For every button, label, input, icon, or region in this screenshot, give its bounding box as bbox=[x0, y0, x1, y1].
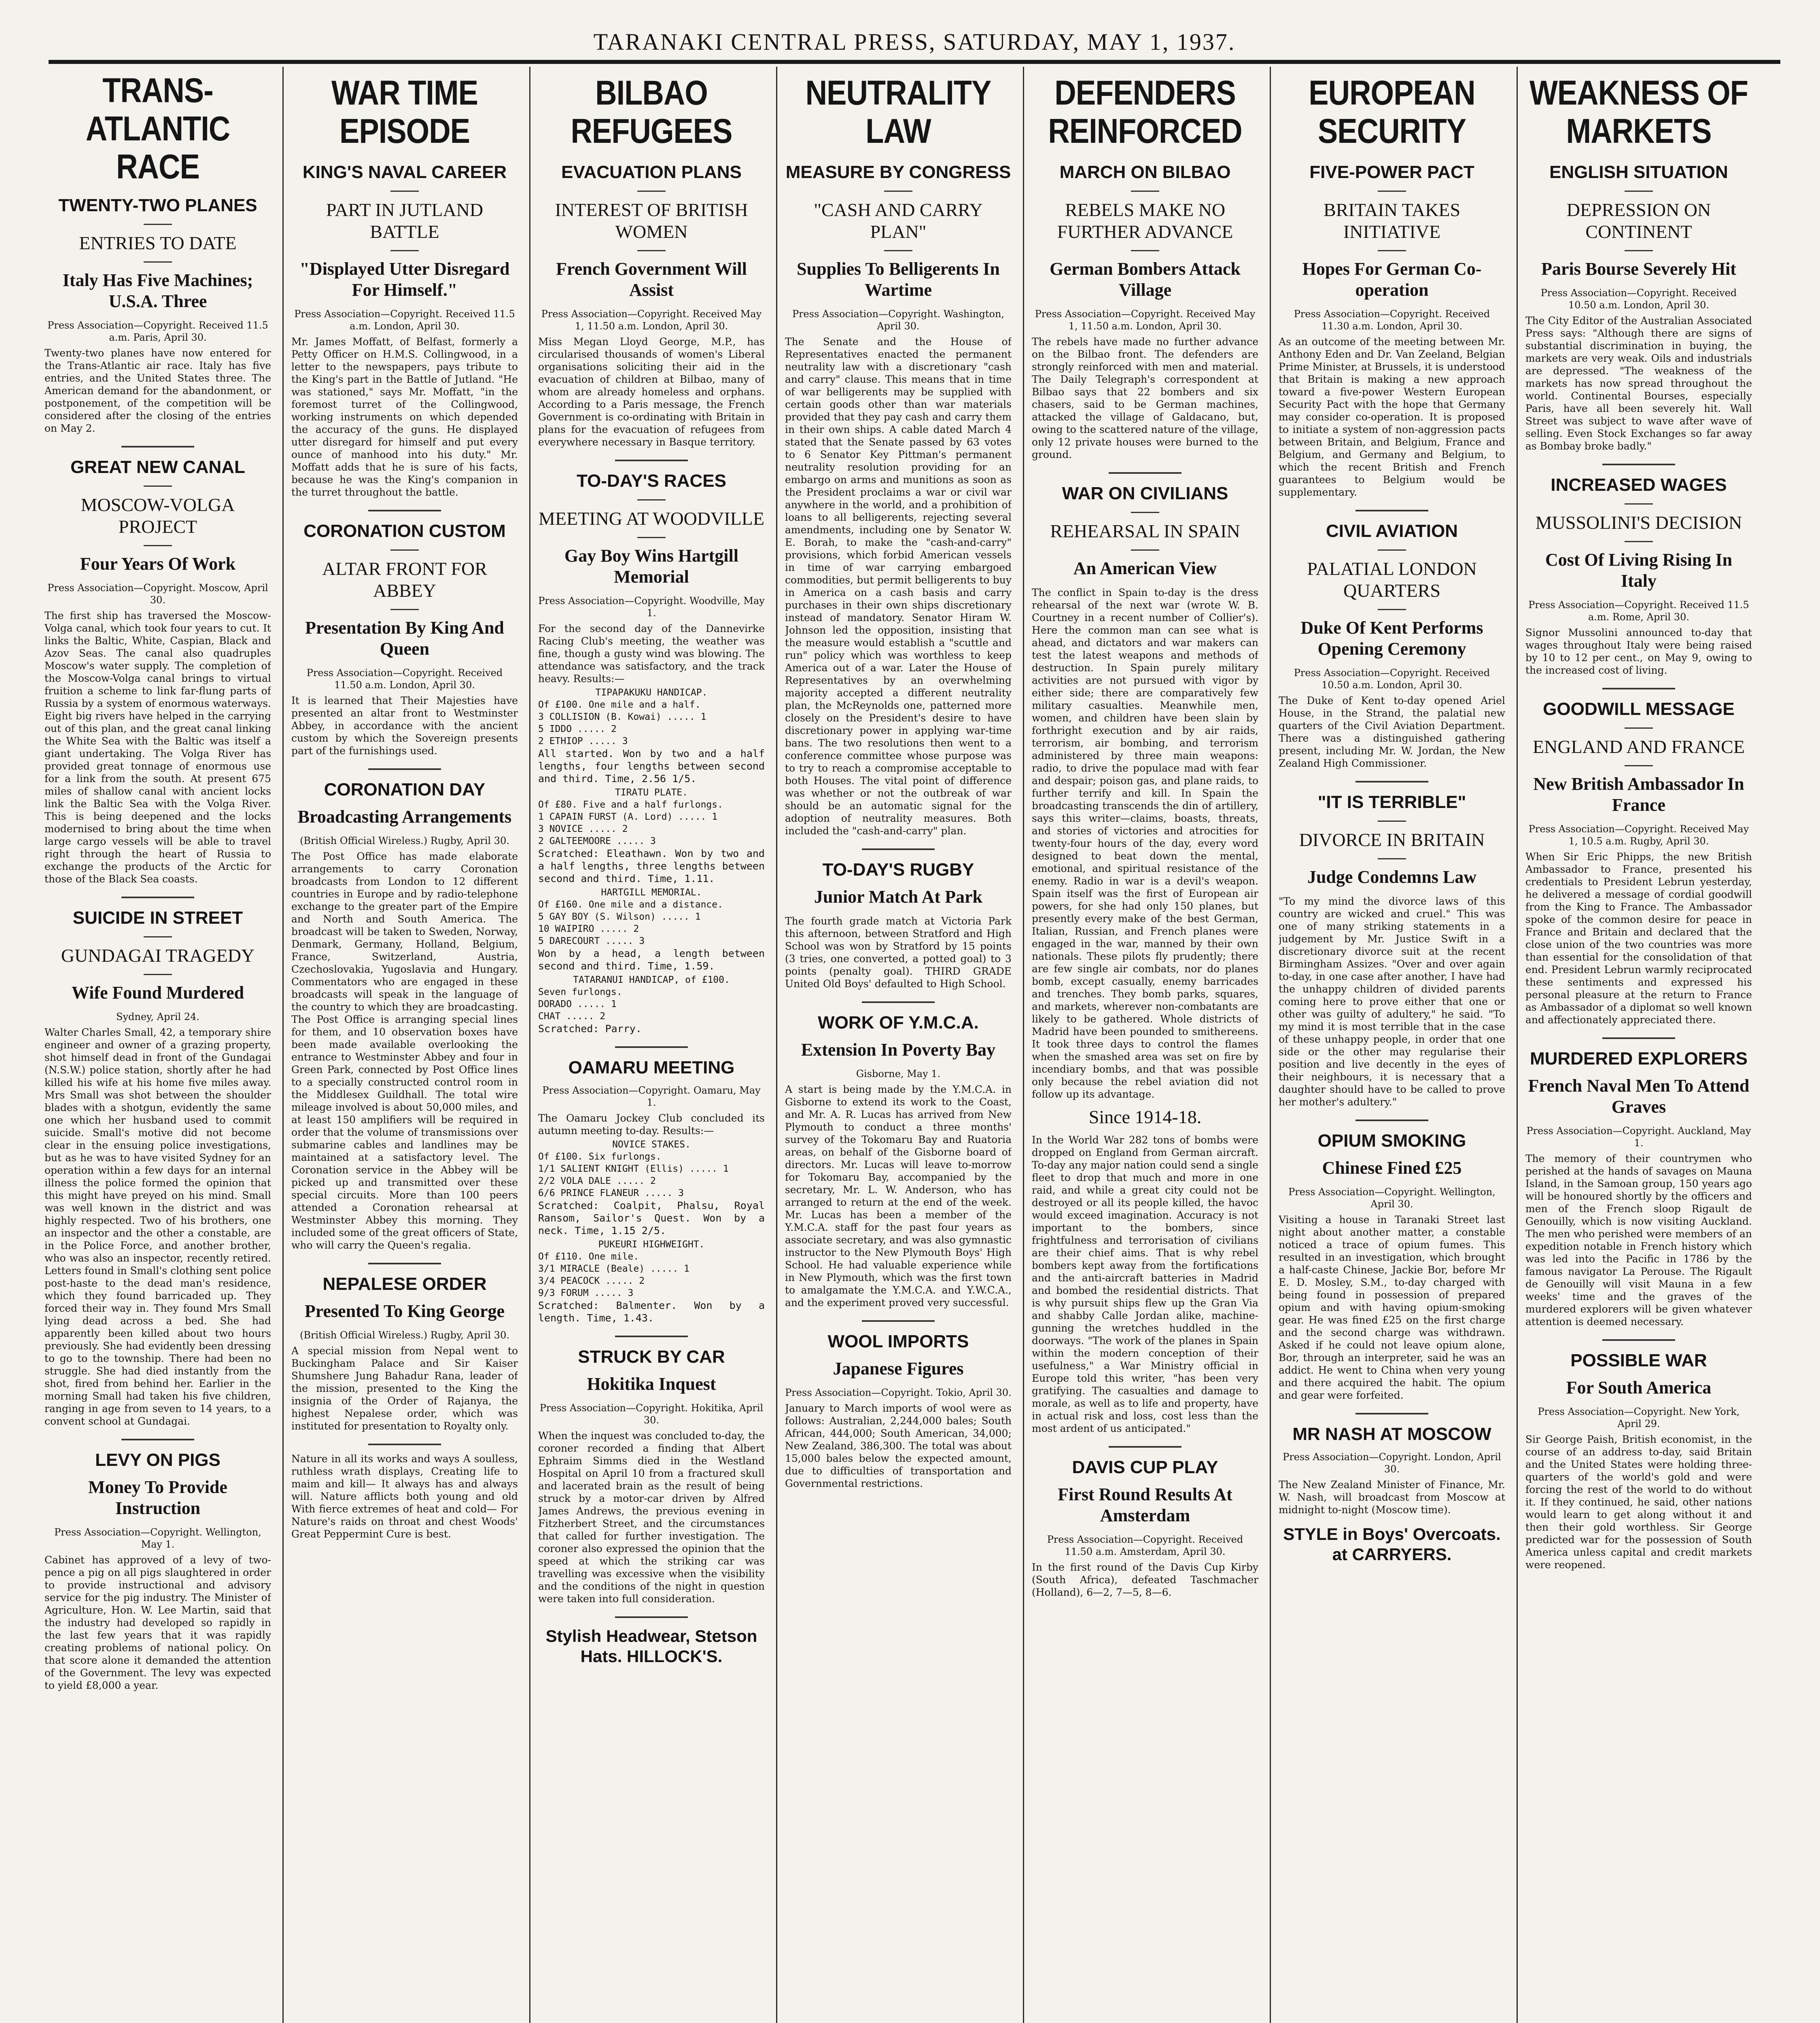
divider bbox=[144, 936, 172, 937]
story-body: Visiting a house in Taranaki Street last night about another matter, a constable noticed a trace of opium fumes. This resulted in an investigation, which brought a half-caste Chinese, Jackie Bor, before Mr E. D. Mosley, S.M., to-day charged with being found in possession of prepared opium and with having opium-smoking gear. He was fined £25 on the first charge and the second charge was withdrawn. Asked if he could not leave opium alone, Bor, through an interpreter, said he was an addict. He went to China when very young and there acquired the habit. The opium and gear were forfeited. bbox=[1279, 1214, 1505, 1401]
story-divider bbox=[1109, 472, 1182, 474]
dateline: Press Association—Copyright. Moscow, April 30. bbox=[47, 582, 268, 606]
divider bbox=[1625, 541, 1653, 542]
divider bbox=[884, 191, 912, 192]
story-body: January to March imports of wool were as follows: Australian, 2,244,000 bales; South African, 444,000; South American, 34,000; New Zealand, 386,300. The total was about 15,000 bales below the expected amount, due to difficulties of transportation and Governmental restrictions. bbox=[785, 1402, 1012, 1489]
divider bbox=[637, 499, 666, 500]
story-divider bbox=[1355, 510, 1428, 511]
column bbox=[1279, 71, 1505, 2023]
story-head: NEPALESE ORDER bbox=[322, 1274, 487, 1294]
story-head: FIVE-POWER PACT bbox=[1309, 162, 1474, 182]
divider bbox=[1625, 503, 1653, 505]
story-subhead: BRITAIN TAKES INITIATIVE bbox=[1323, 199, 1461, 242]
story-subhead: PALATIAL LONDON QUARTERS bbox=[1307, 558, 1477, 601]
column-rule bbox=[776, 67, 777, 2023]
story-body: "To my mind the divorce laws of this country are wicked and cruel." This was one of many striking statements in a judgement by Mr. Justice Swift in a discretionary divorce suit at the recent Birmingham Assizes. "Over and over again to-day, in one case after another, I have had the unhappy children of divided parents coming here to prove either that one or other was guilty of adultery," he said. "To my mind it is most terrible that in the case of these unhappy people, in order that one side or the other may regularise their position and live decently in the eyes of their neighbours, it is necessary that a daughter should have to be called to prove her mother's adultery." bbox=[1279, 895, 1505, 1108]
story-deck: First Round Results At Amsterdam bbox=[1058, 1484, 1232, 1525]
column-headline: TRANS-ATLANTIC RACE bbox=[85, 71, 230, 186]
column-headline: BILBAO REFUGEES bbox=[571, 73, 732, 151]
dateline: Press Association—Copyright. Received 10.50 a.m. London, April 30. bbox=[1294, 667, 1490, 691]
column bbox=[1032, 71, 1258, 2023]
story-body: When Sir Eric Phipps, the new British Ambassador to France, presented his credentials to President Lebrun yesterday, he delivered a message of cordial goodwill from the King to France. The Ambassador spoke of the common desire for peace in France and Britain and declared that the close union of the two countries was more than essential for the consolidation of that end. President Lebrun warmly reciprocated these sentiments and expressed his personal pleasure at the return to France as Ambassador of a diplomat so well known and affectionately appreciated there. bbox=[1525, 851, 1752, 1026]
story-body: In the World War 282 tons of bombs were dropped on England from German aircraft. To-day any major nation could send a single fleet to drop that much and more in one raid, and while a great city could not be destroyed or all its people killed, the havoc would exceed imagination. Accuracy is not important to the bombers, since frightfulness and terrorisation of civilians are their chief aims. That is why rebel bombers kept away from the fortifications and the anti-aircraft batteries in Madrid and bombed the residential districts. That is why pursuit ships flew up the Gran Via and shabby Calle Jordan alike, machine-gunning the wretches huddled in the doorways. "The work of the planes in Spain within the modern conception of their usefulness," a War Ministry official in Europe told this writer, "has been very gratifying. The casualties and damage to morale, as well as to life and property, have in actual risk and loss, cost less than the most ardent of us anticipated." bbox=[1032, 1134, 1258, 1434]
race-title: NOVICE STAKES. bbox=[612, 1139, 691, 1150]
race-title: PUKEURI HIGHWEIGHT. bbox=[598, 1239, 705, 1250]
story-body: A start is being made by the Y.M.C.A. in Gisborne to extend its work to the Coast, and Mr. A. R. Lucas has arrived from New Plymouth to conduct a three months' survey of the Tokomaru Bay and Ruatoria areas, on behalf of the Gisborne board of directors. Mr. Lucas will leave to-morrow for Tokomaru Bay, accompanied by the secretary, Mr. L. W. Anderson, who has arranged to return at the end of the week. Mr. Lucas has been a member of the Y.M.C.A. staff for the past four years as associate secretary, and was also gymnastic instructor to the New Plymouth Boys' High School. He had valuable experience while in New Plymouth, which was the first town to amalgamate the Y.M.C.A. and Y.W.C.A., and the experiment proved very successful. bbox=[785, 1084, 1012, 1308]
story-divider bbox=[1602, 1339, 1675, 1341]
story-body: The Oamaru Jockey Club concluded its autumn meeting to-day. Results:— bbox=[538, 1112, 765, 1137]
story-divider bbox=[615, 1616, 688, 1618]
story-head: WORK OF Y.M.C.A. bbox=[818, 1013, 979, 1033]
story bbox=[1279, 1423, 1505, 1565]
divider bbox=[1625, 765, 1653, 766]
dateline: Press Association—Copyright. Auckland, May 1. bbox=[1526, 1125, 1751, 1149]
story bbox=[1032, 161, 1258, 461]
story-body: The New Zealand Minister of Finance, Mr. W. Nash, will broadcast from Moscow at midnight to-night (Moscow time). bbox=[1279, 1479, 1505, 1516]
story bbox=[538, 1057, 765, 1324]
race-row: 10 WAIPIRO ..... 2 bbox=[538, 924, 639, 934]
story-deck: Cost Of Living Rising In Italy bbox=[1545, 550, 1733, 591]
race-row: 3 COLLISION (B. Kowai) ..... 1 bbox=[538, 712, 706, 722]
race-row: 3/1 MIRACLE (Beale) ..... 1 bbox=[538, 1264, 689, 1274]
story-deck: Money To Provide Instruction bbox=[88, 1477, 227, 1518]
story-head: TO-DAY'S RUGBY bbox=[822, 860, 974, 880]
race-result bbox=[538, 886, 765, 972]
story-body: The first ship has traversed the Moscow-Volga canal, which took four years to cut. It links the Baltic, White, Caspian, Black and Azov Seas. The canal also quadruples Moscow's water supply. The completion of the Moscow-Volga canal brings to virtual fruition a scheme to link far-flung parts of Russia by a system of enormous waterways. Eight big rivers have helped in the carrying out of this plan, and the great canal linking the White Sea with the Baltic was itself a giant undertaking. The Volga River has provided great tonnage of enormous use for a link from the south. At present 675 miles of shallow canal with ancient locks link the Baltic Sea with the Volga River. This is being deepened and the locks modernised to bring about the time when large cargo vessels will be able to travel right through the heart of Russia to exchange the products of the Arctic for those of the Black Sea coasts. bbox=[45, 610, 271, 885]
story bbox=[45, 907, 271, 1427]
story-deck: Presented To King George bbox=[304, 1301, 505, 1321]
divider bbox=[1131, 191, 1159, 192]
race-title: TIRATU PLATE. bbox=[615, 787, 688, 798]
story-subhead: MOSCOW-VOLGA PROJECT bbox=[81, 494, 235, 537]
race-result bbox=[538, 687, 765, 785]
story-body: Cabinet has approved of a levy of two-pence a pig on all pigs slaughtered in order to provide instructional and advisory service for the pig industry. The Minister of Agriculture, Hon. W. Lee Martin, said that the industry had developed so rapidly in the last few years that it was rapidly creating problems of national policy. On that score alone it demanded the attention of the Government. The levy was expected to yield £8,000 a year. bbox=[45, 1554, 271, 1691]
story-deck: French Naval Men To Attend Graves bbox=[1528, 1076, 1750, 1117]
story bbox=[538, 1346, 765, 1605]
story-body: The memory of their countrymen who perished at the hands of savages on Mauna Island, in the Samoan group, 150 years ago will be honoured shortly by the officers and men of the French sloop Rigault de Genouilly, which is now visiting Auckland. The men who perished were members of an expedition notable in French history which was led into the Pacific in 1786 by the famous navigator La Perouse. The Rigault de Genouilly will visit Mauna in a few weeks' time and the graves of the murdered explorers will be given whatever attention is deemed necessary. bbox=[1525, 1153, 1752, 1327]
column-headline: DEFENDERS REINFORCED bbox=[1048, 73, 1242, 151]
dateline: Press Association—Copyright. Wellington, April 30. bbox=[1288, 1186, 1495, 1210]
section-subhead: Since 1914-18. bbox=[1088, 1107, 1202, 1127]
race-row: 1/1 SALIENT KNIGHT (Ellis) ..... 1 bbox=[538, 1164, 729, 1174]
story bbox=[1279, 1130, 1505, 1402]
story-divider bbox=[1109, 1446, 1182, 1448]
dateline: Press Association—Copyright. Received May 1, 11.50 a.m. London, April 30. bbox=[1035, 308, 1256, 332]
race-detail: Seven furlongs. bbox=[538, 987, 622, 997]
story-deck: Italy Has Five Machines; U.S.A. Three bbox=[62, 270, 253, 311]
story-divider bbox=[862, 1320, 935, 1322]
race-note: Scratched: Parry. bbox=[538, 1023, 642, 1035]
dateline: Press Association—Copyright. Woodville, May 1. bbox=[538, 595, 765, 619]
story-deck: Junior Match At Park bbox=[814, 887, 982, 907]
story-body: The Post Office has made elaborate arrangements to carry Coronation broadcasts from London to 12 different countries in Europe and by radio-telephone exchange to the greater part of the Empire and North and South America. The broadcast will be taken to Sweden, Norway, Denmark, Germany, Holland, Belgium, France, Switzerland, Austria, Czechoslovakia, Yugoslavia and Hungary. Commentators who are engaged in these broadcasts will speak in the language of the country to which they are broadcasting. The Post Office is arranging special lines for them, and 10 observation boxes have been made available overlooking the entrance to Westminster Abbey and four in Green Park, connected by Post Office lines to a specially constructed control room in the Middlesex Guildhall. The total wire mileage involved is about 50,000 miles, and at least 150 amplifiers will be required in order that the volume of transmissions over submarine cables and landlines may be maintained at a satisfactory level. The Coronation service in the Abbey will be picked up and transmitted over these special circuits. More than 100 peers attended a Coronation rehearsal at Westminster Abbey this morning. They included some of the great officers of State, who will carry the Queen's regalia. bbox=[291, 850, 518, 1251]
story-head: STRUCK BY CAR bbox=[578, 1347, 725, 1367]
dateline: Press Association—Copyright. London, April 30. bbox=[1283, 1451, 1501, 1475]
masthead: TARANAKI CENTRAL PRESS, SATURDAY, MAY 1, 1937. bbox=[593, 29, 1236, 55]
story-divider bbox=[862, 848, 935, 850]
story-head: KING'S NAVAL CAREER bbox=[302, 162, 507, 182]
race-row: 1 CAPAIN FURST (A. Lord) ..... 1 bbox=[538, 812, 718, 822]
dateline: Gisborne, May 1. bbox=[856, 1068, 941, 1079]
story-head: GREAT NEW CANAL bbox=[70, 457, 245, 477]
story-body: Walter Charles Small, 42, a temporary shire engineer and owner of a grazing property, shot himself dead in front of the Gundagai (N.S.W.) police station, shortly after he had killed his wife at his home five miles away. Mrs Small was shot between the shoulder blades with a shotgun, evidently the same one which her husband used to commit suicide. Small's motive did not become clear in the ensuing police investigations, but as he was to have visited Sydney for an operation within a few days for an internal illness the police formed the opinion that this might have preyed on his mind. Small was well known in the district and was highly respected. Two of his brothers, one an inspector and the other a constable, are in the Police Force, and another brother, who was also an inspector, recently retired. Letters found in Small's clothing sent police post-haste to the dead man's residence, which they found barricaded up. They forced their way in. They found Mrs Small lying dead across a bed. She had apparently been killed about two hours previously. She had evidently been dressing to go to the township. There had been no struggle. She had died instantly from the shot, fired from behind her. Earlier in the morning Small had taken his five children, ranging in age from seven to 14 years, to a convent school at Gundagai. bbox=[45, 1026, 271, 1427]
divider bbox=[1378, 609, 1406, 610]
divider bbox=[144, 486, 172, 487]
story-divider bbox=[1602, 1037, 1675, 1039]
column-headline: NEUTRALITY LAW bbox=[805, 73, 991, 151]
divider bbox=[1131, 512, 1159, 513]
dateline: Press Association—Copyright. Received May 1, 10.5 a.m. Rugby, April 30. bbox=[1528, 823, 1749, 847]
dateline: Press Association—Copyright. Received 11.50 a.m. London, April 30. bbox=[306, 667, 503, 691]
column-rule bbox=[282, 67, 284, 2023]
story-head: OAMARU MEETING bbox=[568, 1058, 735, 1077]
race-detail: Of £100. One mile and a half. bbox=[538, 700, 701, 710]
story-divider bbox=[615, 1336, 688, 1337]
divider bbox=[1131, 549, 1159, 551]
story bbox=[45, 1449, 271, 1692]
story bbox=[291, 1453, 518, 1540]
race-detail: Of £110. One mile. bbox=[538, 1251, 639, 1262]
race-row: DORADO ..... 1 bbox=[538, 999, 617, 1009]
story-divider bbox=[1355, 1120, 1428, 1121]
story bbox=[785, 859, 1012, 990]
dateline: Press Association—Copyright. New York, April 29. bbox=[1538, 1406, 1740, 1429]
race-note: Scratched: Balmenter. Won by a length. Time, 1.43. bbox=[538, 1300, 765, 1324]
divider bbox=[144, 261, 172, 263]
dateline: Sydney, April 24. bbox=[116, 1011, 199, 1022]
divider bbox=[144, 545, 172, 546]
divider bbox=[1378, 250, 1406, 251]
story-head: TO-DAY'S RACES bbox=[577, 471, 726, 491]
divider bbox=[884, 250, 912, 251]
divider bbox=[144, 224, 172, 225]
story-head: MR NASH AT MOSCOW bbox=[1292, 1424, 1491, 1444]
story-deck: An American View bbox=[1073, 558, 1217, 578]
advertisement: Stylish Headwear, Stetson Hats. HILLOCK'S. bbox=[545, 1626, 757, 1666]
dateline: Press Association—Copyright. Received 10.50 a.m. London, April 30. bbox=[1540, 287, 1737, 311]
story-head: ENGLISH SITUATION bbox=[1549, 162, 1728, 182]
divider bbox=[390, 191, 419, 192]
race-detail: Of £100. Six furlongs. bbox=[538, 1151, 662, 1162]
story-subhead: INTEREST OF BRITISH WOMEN bbox=[555, 199, 748, 242]
race-result bbox=[538, 974, 765, 1035]
story-subhead: REHEARSAL IN SPAIN bbox=[1050, 521, 1240, 541]
story-body: When the inquest was concluded to-day, the coroner recorded a finding that Albert Ephraim Simms died in the Westland Hospital on April 10 from a fractured skull and lacerated brain as the result of being struck by a motor-car driven by Alfred James Andrews, the previous evening in Fitzherbert Street, and the circumstances that called for further investigation. The coroner also expressed the opinion that the speed at which the striking car was travelling was excessive when the visibility and the conditions of the night in question were taken into full consideration. bbox=[538, 1430, 765, 1605]
story-head: SUICIDE IN STREET bbox=[72, 908, 243, 928]
story-divider bbox=[368, 1444, 441, 1445]
story-body: Twenty-two planes have now entered for the Trans-Atlantic air race. Italy has five entries, and the United States three. The American demand for the abandonment, or postponement, of the competition will be considered after the closing of the entries on May 2. bbox=[45, 347, 271, 434]
race-row: 5 GAY BOY (S. Wilson) ..... 1 bbox=[538, 912, 701, 922]
story-head: OPIUM SMOKING bbox=[1317, 1131, 1466, 1151]
divider bbox=[637, 537, 666, 538]
story-head: WAR ON CIVILIANS bbox=[1062, 483, 1228, 503]
divider bbox=[1378, 549, 1406, 551]
story-body: Miss Megan Lloyd George, M.P., has circularised thousands of women's Liberal organisations soliciting their aid in the evacuation of children at Bilbao, many of whom are already homeless and orphans. According to a Paris message, the French Government is co-ordinating with Britain in plans for the evacuation of refugees from everywhere necessary in Basque territory. bbox=[538, 336, 765, 448]
race-row: 9/3 FORUM ..... 3 bbox=[538, 1288, 634, 1298]
story-subhead: ENTRIES TO DATE bbox=[79, 233, 237, 253]
column bbox=[538, 71, 765, 2023]
story-head: CIVIL AVIATION bbox=[1326, 521, 1458, 541]
column bbox=[1525, 71, 1752, 2023]
column-rule bbox=[1270, 67, 1271, 2023]
story-divider bbox=[121, 1439, 194, 1440]
divider bbox=[1378, 191, 1406, 192]
column-headline: EUROPEAN SECURITY bbox=[1309, 73, 1475, 151]
story-head: CORONATION CUSTOM bbox=[303, 521, 506, 541]
dateline: Press Association—Copyright. Wellington, May 1. bbox=[54, 1527, 261, 1550]
story-body: The fourth grade match at Victoria Park this afternoon, between Stratford and High School was won by Stratford by 15 points (3 tries, one converted, a potted goal) to 3 points (penalty goal). THIRD GRADE United Old Boys' defaulted to High School. bbox=[785, 915, 1012, 990]
story-divider bbox=[368, 1263, 441, 1264]
story-deck: Wife Found Murdered bbox=[71, 983, 244, 1003]
story-subhead: DIVORCE IN BRITAIN bbox=[1299, 829, 1485, 850]
race-row: 3 NOVICE ..... 2 bbox=[538, 824, 628, 834]
dateline: Press Association—Copyright. Received 11.5 a.m. Paris, April 30. bbox=[47, 320, 268, 343]
story-body: For the second day of the Dannevirke Racing Club's meeting, the weather was fine, though a gusty wind was blowing. The attendance was satisfactory, and the track heavy. Results:— bbox=[538, 623, 765, 685]
story-deck: Duke Of Kent Performs Opening Ceremony bbox=[1300, 618, 1483, 659]
story bbox=[1525, 698, 1752, 1026]
race-detail: Of £160. One mile and a distance. bbox=[538, 899, 723, 910]
divider bbox=[1625, 727, 1653, 729]
story-divider bbox=[121, 446, 194, 447]
story-subhead: DEPRESSION ON CONTINENT bbox=[1566, 199, 1711, 242]
story bbox=[1279, 161, 1505, 498]
story-deck: German Bombers Attack Village bbox=[1050, 259, 1241, 300]
story-body: Nature in all its works and ways A soulless, ruthless wrath displays, Creating life to maim and kill— It always has and always will. Nature afflicts both young and old With fierce extremes of heat and cold— For Nature's raids on throat and chest Woods' Great Peppermint Cure is best. bbox=[291, 1453, 518, 1540]
story bbox=[1525, 1048, 1752, 1328]
story-divider bbox=[1355, 781, 1428, 782]
race-result bbox=[538, 1139, 765, 1237]
story-head: EVACUATION PLANS bbox=[561, 162, 742, 182]
divider bbox=[144, 974, 172, 975]
story-head: DAVIS CUP PLAY bbox=[1072, 1457, 1218, 1477]
story-deck: New British Ambassador In France bbox=[1533, 774, 1744, 815]
dateline: (British Official Wireless.) Rugby, April 30. bbox=[300, 1330, 509, 1341]
story-body: The rebels have made no further advance on the Bilbao front. The defenders are strongly reinforced with men and material. The Daily Telegraph's correspondent at Bilbao says that 22 bombers and six chasers, said to be German machines, attacked the village of Galdacano, but, owing to the scattered nature of the village, only 12 private houses were burned to the ground. bbox=[1032, 336, 1258, 460]
masthead-rule bbox=[49, 60, 1780, 64]
story bbox=[291, 161, 518, 498]
story-body: The Duke of Kent to-day opened Ariel House, in the Strand, the palatial new quarters of the Civil Aviation Department. There was a distinguished gathering present, including Mr. W. Jordan, the New Zealand High Commissioner. bbox=[1279, 695, 1505, 769]
column-rule bbox=[1517, 67, 1518, 2023]
story-deck: Presentation By King And Queen bbox=[305, 618, 504, 659]
story bbox=[785, 161, 1012, 837]
story-body: A special mission from Nepal went to Buckingham Palace and Sir Kaiser Shumshere Jung Bahadur Rana, leader of the mission, presented to the King the insignia of the Order of Rajanya, the highest Nepalese order, which was instituted for presentation to Royalty only. bbox=[291, 1345, 518, 1432]
dateline: Press Association—Copyright. Received 11.5 a.m. Rome, April 30. bbox=[1528, 599, 1749, 623]
story-divider bbox=[1602, 688, 1675, 689]
dateline: Press Association—Copyright. Received 11.5 a.m. London, April 30. bbox=[294, 308, 515, 332]
dateline: Press Association—Copyright. Received May 1, 11.50 a.m. London, April 30. bbox=[541, 308, 762, 332]
story-subhead: MEETING AT WOODVILLE bbox=[539, 508, 764, 529]
race-row: 3/4 PEACOCK ..... 2 bbox=[538, 1276, 645, 1286]
race-row: 2 ETHIOP ..... 3 bbox=[538, 736, 628, 746]
story-body: Sir George Paish, British economist, in the course of an address to-day, said Britain and the United States were holding three-quarters of the world's gold and were forcing the rest of the world to do without it. If they continued, he said, other nations would learn to get along without it and then their gold worthless. Sir George predicted war for the possession of South America unless capital and credit markets were reopened. bbox=[1525, 1433, 1752, 1571]
story-deck: Hokitika Inquest bbox=[587, 1374, 716, 1394]
column-rule bbox=[529, 67, 530, 2023]
story-head: INCREASED WAGES bbox=[1551, 475, 1727, 495]
dateline: Press Association—Copyright. Hokitika, April 30. bbox=[539, 1402, 764, 1426]
story-deck: Judge Condemns Law bbox=[1307, 867, 1477, 887]
story-body: The Senate and the House of Representatives enacted the permanent neutrality law with a discretionary "cash and carry" clause. This means that in time of war belligerents may be supplied with certain goods other than war materials provided that they pay cash and carry them in their own ships. A cable dated March 4 stated that the Senate passed by 63 votes to 6 Senator Key Pittman's permanent neutrality resolution providing for an embargo on arms and munitions as soon as the President proclaims a war or civil war anywhere in the world, and a prohibition of loans to all belligerents, rejecting several amendments, including one by Senator W. E. Borah, to make the "cash-and-carry" provisions, which forbid American vessels in time of war carrying embargoed commodities, but permit belligerents to buy in America on a cash basis and carry purchases in their own ships discretionary instead of mandatory. Senator Hiram W. Johnson led the opposition, insisting that the measure would establish a "scuttle and run" policy which was worthless to keep America out of a war. Later the House of Representatives by an overwhelming majority accepted a different neutrality plan, the McReynolds one, patterned more closely on the President's desire to have discretionary power in applying war-time bans. The two resolutions then went to a conference committee whose purpose was to try to reach a compromise acceptable to both Houses. The vital point of difference was whether or not the outbreak of war should be an automatic signal for the adoption of neutrality measures. Both included the "cash-and-carry" plan. bbox=[785, 336, 1012, 837]
story bbox=[1525, 1350, 1752, 1571]
story bbox=[1032, 1457, 1258, 1599]
story-deck: Broadcasting Arrangements bbox=[297, 807, 512, 827]
story-head: GOODWILL MESSAGE bbox=[1543, 699, 1735, 719]
story-divider bbox=[1355, 1413, 1428, 1414]
story-body: It is learned that Their Majesties have presented an altar front to Westminster Abbey, in accordance with the ancient custom by which the Sovereign presents part of the furnishings used. bbox=[291, 695, 518, 757]
story-deck: Paris Bourse Severely Hit bbox=[1541, 259, 1736, 279]
story-head: MARCH ON BILBAO bbox=[1059, 162, 1231, 182]
dateline: Press Association—Copyright. Received 11.50 a.m. Amsterdam, April 30. bbox=[1047, 1534, 1243, 1557]
divider bbox=[390, 609, 419, 610]
story-subhead: MUSSOLINI'S DECISION bbox=[1535, 512, 1742, 533]
race-title: TIPAPAKUKU HANDICAP. bbox=[595, 687, 708, 698]
dateline: Press Association—Copyright. Tokio, April 30. bbox=[785, 1387, 1012, 1398]
story-body: As an outcome of the meeting between Mr. Anthony Eden and Dr. Van Zeeland, Belgian Prime Minister, at Brussels, it is understood that Britain is making a new approach toward a five-power Western European Security Pact with the hope that Germany may consider co-operation. It is proposed to initiate a system of non-aggression pacts between Britain, and Belgium, France and Belgium, and Germany and Belgium, to which the recent British and French guarantees to Belgium would be supplementary. bbox=[1279, 336, 1505, 498]
divider bbox=[390, 250, 419, 251]
story-divider bbox=[1602, 464, 1675, 465]
column bbox=[45, 71, 271, 2023]
column bbox=[291, 71, 518, 2023]
story bbox=[785, 1331, 1012, 1490]
story bbox=[291, 520, 518, 757]
story-deck: "Displayed Utter Disregard For Himself." bbox=[299, 259, 510, 300]
story-head: MURDERED EXPLORERS bbox=[1530, 1049, 1748, 1069]
story-deck: Gay Boy Wins Hartgill Memorial bbox=[564, 546, 738, 587]
dateline: Press Association—Copyright. Washington, April 30. bbox=[792, 308, 1005, 332]
story-deck: Four Years Of Work bbox=[80, 554, 236, 574]
race-row: 5 IDDO ..... 2 bbox=[538, 724, 617, 734]
story-deck: Japanese Figures bbox=[833, 1359, 964, 1378]
story bbox=[538, 470, 765, 1035]
column bbox=[785, 71, 1012, 2023]
race-result bbox=[538, 787, 765, 885]
race-title: HARTGILL MEMORIAL. bbox=[601, 887, 702, 898]
story-head: MEASURE BY CONGRESS bbox=[785, 162, 1011, 182]
divider bbox=[1625, 250, 1653, 251]
story-head: LEVY ON PIGS bbox=[95, 1450, 221, 1470]
story-deck: Extension In Poverty Bay bbox=[801, 1040, 996, 1060]
story-deck: Hopes For German Co-operation bbox=[1302, 259, 1482, 300]
race-note: All started. Won by two and a half lengths, four lengths between second and third. Time, 2.56 1/5. bbox=[538, 748, 765, 785]
story-body: The conflict in Spain to-day is the dress rehearsal of the next war (wrote W. B. Courtney in a recent number of Collier's). Here the common man can see what is ahead, and dictators and war makers can test the latest weapons and methods of destruction. In Spain purely military activities are not pursued with vigor by either side; there are comparatively few military casualties. Meanwhile men, women, and children have been slain by forthright execution and by air raids, terrorism, air bombing, and terrorism administered by three main weapons: radio, to drive the populace mad with fear and despair; poison gas, and plane raids, to further terrify and kill. In Spain the broadcasting transcends the din of artillery, says this writer—claims, boasts, threats, and stories of victories and atrocities for twenty-four hours of the day, every word designed to beat down the mental, emotional, and spiritual resistance of the enemy. Radio in war is a devil's weapon. Spain itself was the first of European air powers, for she had only 150 planes, but presently every make of the best German, Italian, Russian, and French planes were engaged in the war, manned by their own nationals. These pilots fly prudently; there are few single air combats, nor do planes bomb, except casually, enemy barricades and trenches. They bomb parks, squares, and markets, wherever non-combatants are likely to be gathered. Whole districts of Madrid have been pounded to smithereens. It took three days to control the flames when the smashed area was set on fire by incendiary bombs, and that was possible only because the rebel aviation did not follow up its advantage. bbox=[1032, 587, 1258, 1100]
story-head: TWENTY-TWO PLANES bbox=[58, 195, 257, 215]
story-subhead: ALTAR FRONT FOR ABBEY bbox=[322, 558, 487, 601]
story-head: "IT IS TERRIBLE" bbox=[1317, 792, 1466, 812]
story-head: WOOL IMPORTS bbox=[827, 1332, 969, 1351]
dateline: Press Association—Copyright. Received 11.30 a.m. London, April 30. bbox=[1294, 308, 1490, 332]
story-body: In the first round of the Davis Cup Kirby (South Africa), defeated Taschmacher (Holland), 6—2, 7—5, 8—6. bbox=[1032, 1561, 1258, 1598]
story-head: POSSIBLE WAR bbox=[1570, 1351, 1707, 1370]
story-deck: Chinese Fined £25 bbox=[1322, 1158, 1462, 1178]
advertisement: STYLE in Boys' Overcoats. at CARRYERS. bbox=[1283, 1525, 1501, 1564]
story-body: The City Editor of the Australian Associated Press says: "Although there are signs of substantial discrimination in buying, the markets are very weak. Oils and industrials are depressed. "The weakness of the markets has now spread throughout the world. Continental Bourses, especially Paris, have all been severely hit. Wall Street was subject to wave after wave of selling. Even Stock Exchanges so far away as Bombay broke badly." bbox=[1525, 315, 1752, 452]
story-head: CORONATION DAY bbox=[324, 780, 486, 799]
race-note: Won by a head, a length between second and third. Time, 1.59. bbox=[538, 948, 765, 972]
story bbox=[538, 161, 765, 448]
story bbox=[291, 779, 518, 1251]
race-result bbox=[538, 1238, 765, 1324]
race-row: CHAT ..... 2 bbox=[538, 1011, 606, 1022]
story-deck: Supplies To Belligerents In Wartime bbox=[797, 259, 1000, 300]
story bbox=[1525, 161, 1752, 452]
story bbox=[45, 456, 271, 885]
story-divider bbox=[368, 768, 441, 770]
divider bbox=[637, 191, 666, 192]
story bbox=[1525, 474, 1752, 676]
column-rule bbox=[1023, 67, 1024, 2023]
story bbox=[291, 1273, 518, 1432]
story bbox=[538, 1626, 765, 1667]
story-subhead: GUNDAGAI TRAGEDY bbox=[61, 945, 255, 966]
column-headline: WAR TIME EPISODE bbox=[331, 73, 478, 151]
race-note: Scratched: Eleathawn. Won by two and a half lengths, three lengths between second and third. Time, 1.11. bbox=[538, 848, 765, 884]
story-subhead: REBELS MAKE NO FURTHER ADVANCE bbox=[1057, 199, 1233, 242]
story-divider bbox=[862, 1001, 935, 1003]
story-deck: French Government Will Assist bbox=[556, 259, 747, 300]
race-note: Scratched: Coalpit, Phalsu, Royal Ransom, Sailor's Quest. Won by a neck. Time, 1.15 2/5. bbox=[538, 1200, 765, 1236]
dateline: Press Association—Copyright. Oamaru, May 1. bbox=[542, 1085, 761, 1108]
race-row: 2/2 VOLA DALE ..... 2 bbox=[538, 1176, 656, 1186]
story-subhead: PART IN JUTLAND BATTLE bbox=[326, 199, 484, 242]
story bbox=[1279, 791, 1505, 1108]
column-headline: WEAKNESS OF MARKETS bbox=[1529, 73, 1748, 151]
story-divider bbox=[121, 897, 194, 898]
race-row: 2 GALTEEMOORE ..... 3 bbox=[538, 836, 656, 846]
race-row: 6/6 PRINCE FLANEUR ..... 3 bbox=[538, 1188, 684, 1198]
dateline: (British Official Wireless.) Rugby, April 30. bbox=[300, 835, 509, 846]
race-row: 5 DARECOURT ..... 3 bbox=[538, 936, 645, 946]
story bbox=[1279, 520, 1505, 770]
race-detail: Of £80. Five and a half furlongs. bbox=[538, 799, 723, 810]
story-subhead: "CASH AND CARRY PLAN" bbox=[814, 199, 983, 242]
divider bbox=[1378, 821, 1406, 822]
race-title: TATARANUI HANDICAP, of £100. bbox=[573, 975, 730, 985]
divider bbox=[1378, 858, 1406, 859]
story-deck: For South America bbox=[1566, 1378, 1712, 1397]
divider bbox=[637, 250, 666, 251]
story bbox=[785, 1012, 1012, 1309]
divider bbox=[1625, 191, 1653, 192]
story bbox=[45, 195, 271, 435]
story-subhead: ENGLAND AND FRANCE bbox=[1533, 736, 1745, 757]
story-divider bbox=[615, 460, 688, 461]
story-body: Mr. James Moffatt, of Belfast, formerly a Petty Officer on H.M.S. Collingwood, in a letter to the newspapers, pays tribute to the King's part in the Battle of Jutland. "He was stationed," says Mr. Moffatt, "in the foremost turret of the Collingwood, working instruments on which depended the accuracy of the guns. He displayed utter disregard for himself and put every ounce of manhood into his duty." Mr. Moffatt adds that he is sure of his facts, because he was the King's companion in the turret throughout the battle. bbox=[291, 336, 518, 498]
divider bbox=[1131, 250, 1159, 251]
story-divider bbox=[368, 510, 441, 511]
story-divider bbox=[615, 1046, 688, 1048]
story bbox=[1032, 483, 1258, 1435]
story-body: Signor Mussolini announced to-day that wages throughout Italy were being raised by 10 to 12 per cent., on May 9, owing to the increased cost of living. bbox=[1525, 627, 1752, 676]
divider bbox=[390, 549, 419, 551]
